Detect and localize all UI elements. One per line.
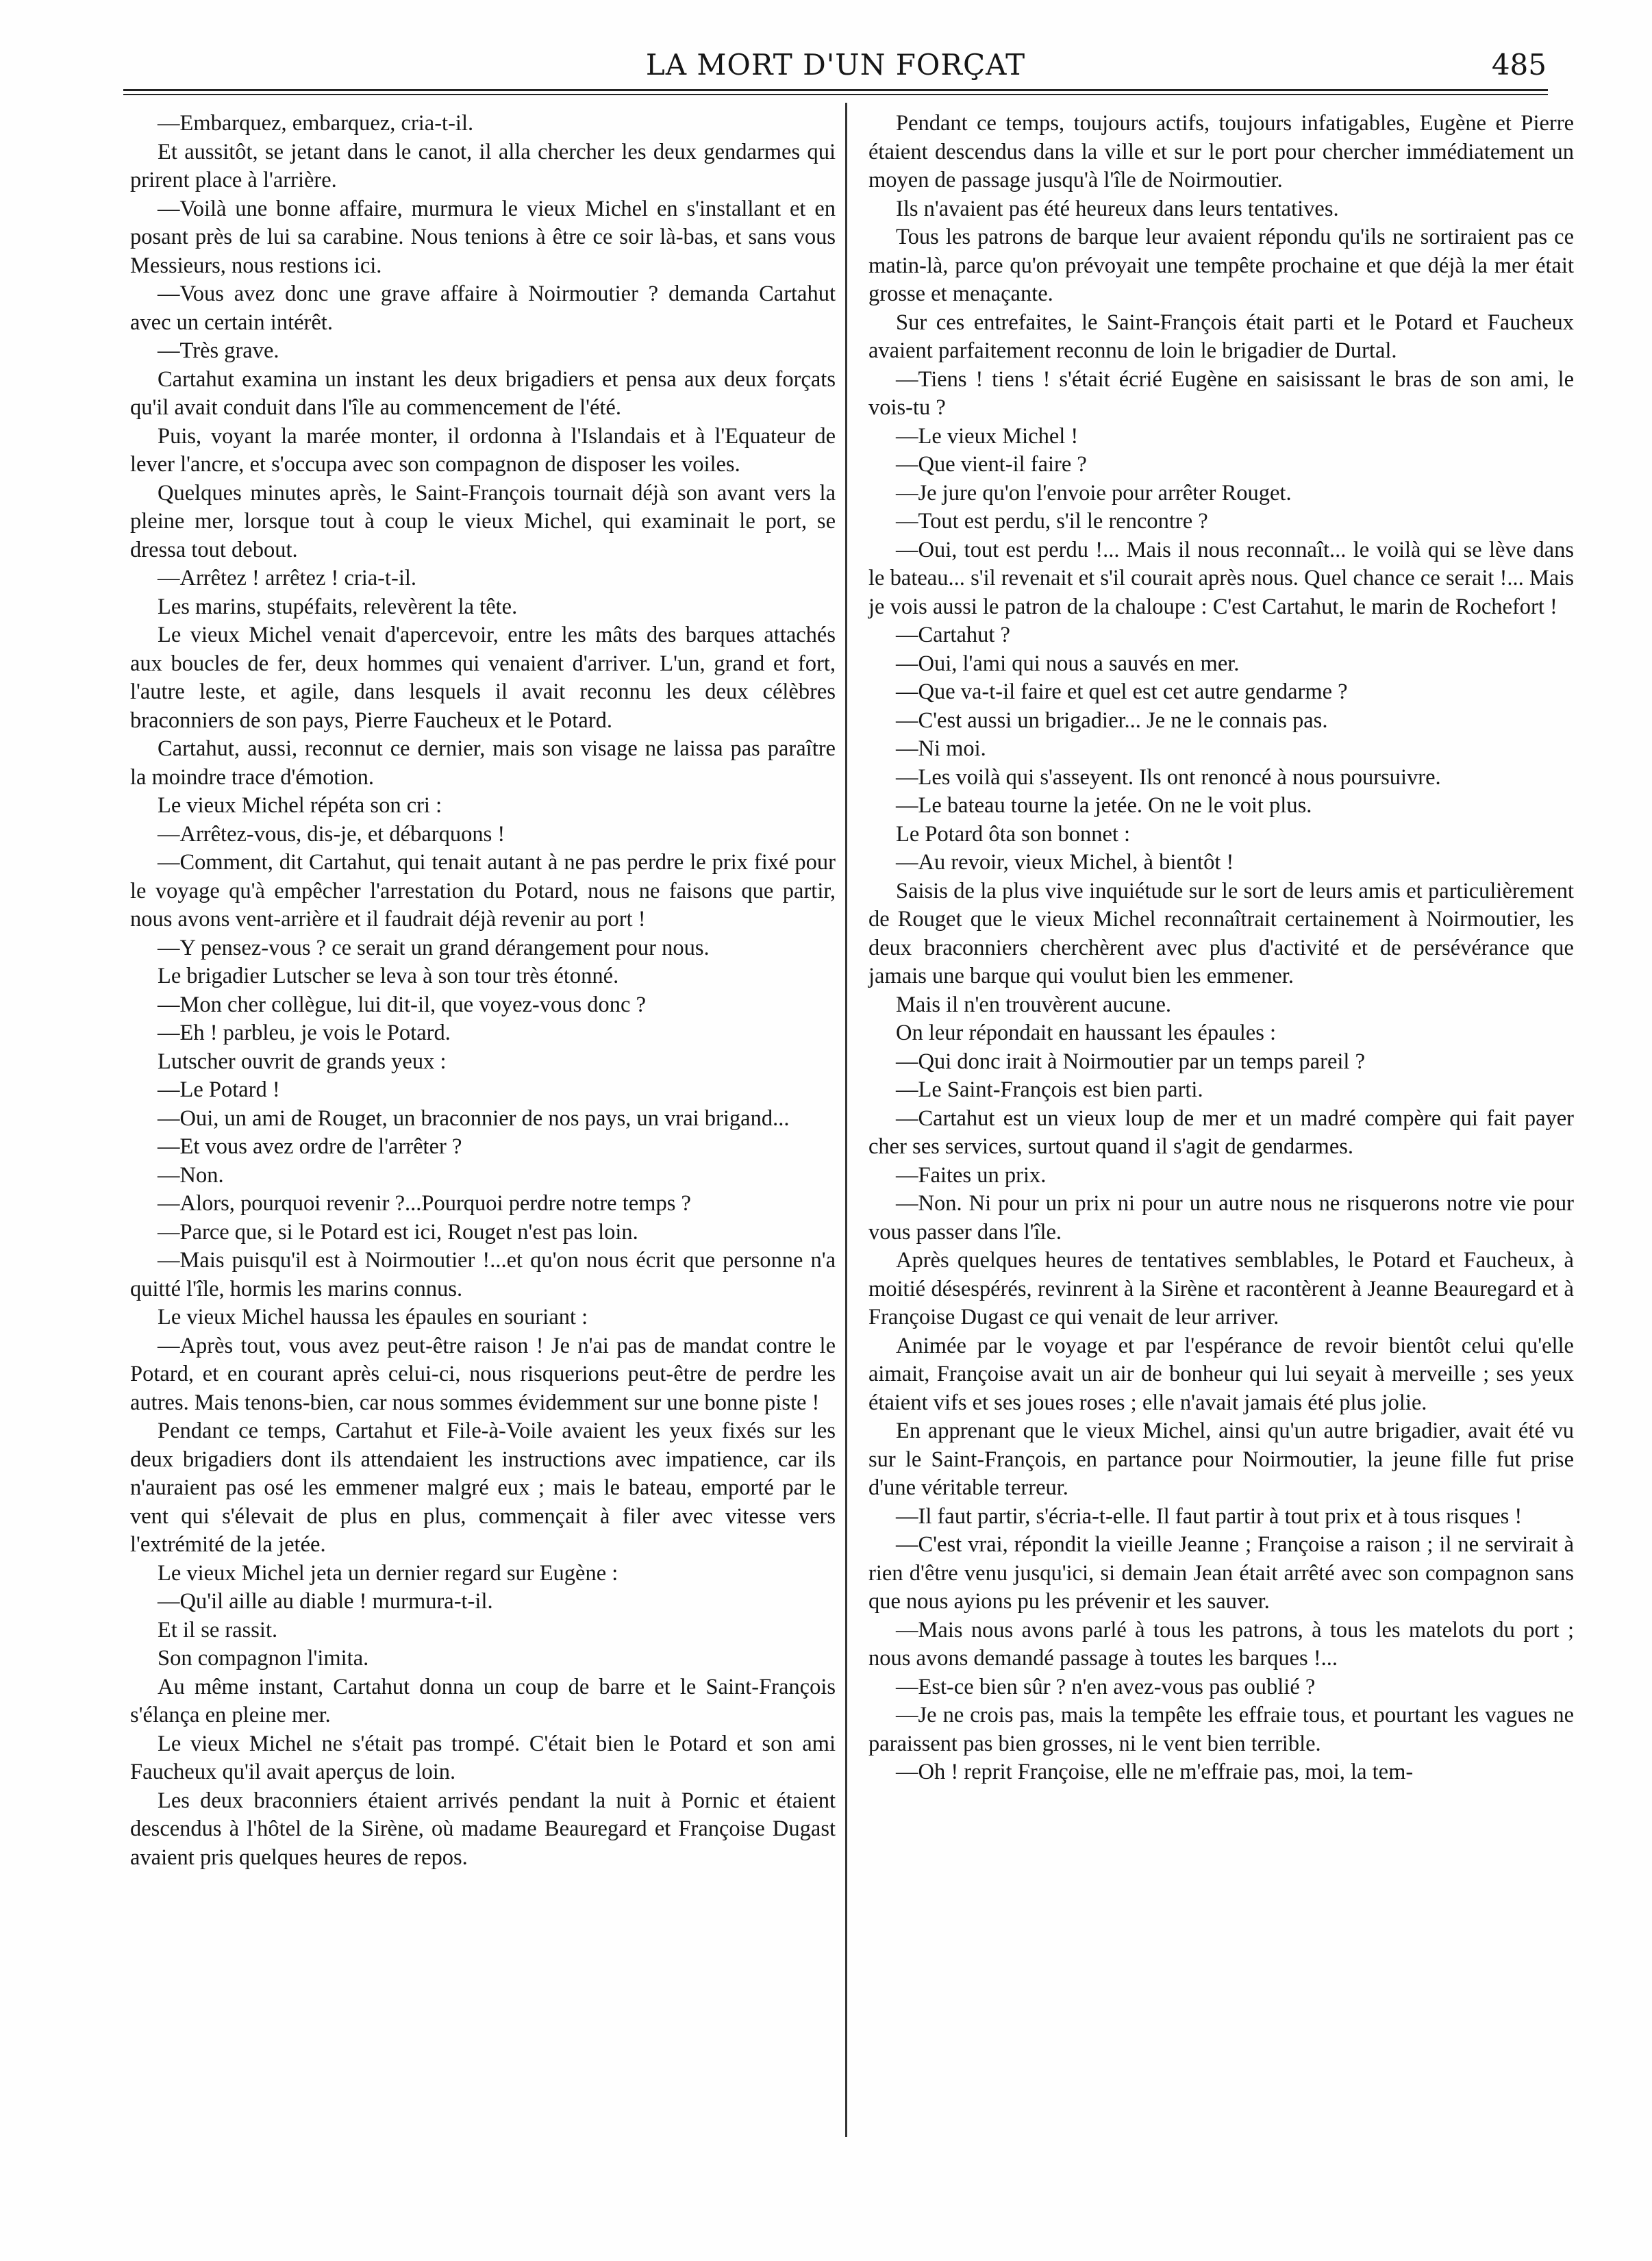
paragraph: Sur ces entrefaites, le Saint-François était parti et le Potard et Faucheux avaient parfaitement reconnu de loin le brigadier de Durtal. [868,310,1574,363]
paragraph: —Je ne crois pas, mais la tempête les effraie tous, et pourtant les vagues ne paraissent pas bien grosses, ni le vent bien terrible. [868,1703,1574,1756]
paragraph: —Eh ! parbleu, je vois le Potard. [158,1021,451,1045]
paragraph: —Le Saint-François est bien parti. [896,1077,1203,1102]
paragraph: —Le Potard ! [158,1077,280,1102]
paragraph: —Voilà une bonne affaire, murmura le vieux Michel en s'installant et en posant près de lui sa carabine. Nous tenions à être ce soir là-bas, et sans vous Messieurs, nous restions ici. [130,196,836,278]
paragraph: Le vieux Michel répéta son cri : [158,793,442,818]
paragraph: Pendant ce temps, Cartahut et File-à-Voile avaient les yeux fixés sur les deux brigadiers dont ils attendaient les instructions avec impatience, car ils n'auraient pas osé les emmener malgré eux ; mais le bateau, emporté par le vent qui s'élevait de plus en plus, commençait à filer avec vitesse vers l'extrémité de la jetée. [130,1419,836,1557]
paragraph: —Oui, l'ami qui nous a sauvés en mer. [896,651,1240,676]
paragraph: —Tout est perdu, s'il le rencontre ? [896,509,1208,534]
paragraph: Les deux braconniers étaient arrivés pendant la nuit à Pornic et étaient descendus à l'hôtel de la Sirène, où madame Beauregard et Françoise Dugast avaient pris quelques heures de repos. [130,1788,836,1870]
page-header [123,42,1548,90]
paragraph: Le brigadier Lutscher se leva à son tour très étonné. [158,964,619,988]
paragraph: —Ni moi. [896,736,986,761]
paragraph: —Que va-t-il faire et quel est cet autre gendarme ? [896,679,1348,704]
paragraph: —Arrêtez-vous, dis-je, et débarquons ! [158,821,505,847]
paragraph: Et aussitôt, se jetant dans le canot, il alla chercher les deux gendarmes qui prirent place à l'arrière. [130,139,836,192]
paragraph: —Je jure qu'on l'envoie pour arrêter Rouget. [896,480,1292,505]
paragraph: —Que vient-il faire ? [896,452,1087,477]
paragraph: Lutscher ouvrit de grands yeux : [158,1049,447,1074]
paragraph: Cartahut examina un instant les deux brigadiers et pensa aux deux forçats qu'il avait conduit dans l'île au commencement de l'été. [130,366,836,420]
paragraph: —Oui, un ami de Rouget, un braconnier de nos pays, un vrai brigand... [158,1105,790,1131]
paragraph: Le Potard ôta son bonnet : [896,821,1131,847]
paragraph: —Non. Ni pour un prix ni pour un autre nous ne risquerons notre vie pour vous passer dans l'île. [868,1191,1574,1245]
paragraph: En apprenant que le vieux Michel, ainsi qu'un autre brigadier, avait été vu sur le Saint-François, en partance pour Noirmoutier, la jeune fille fut prise d'une véritable terreur. [868,1419,1574,1500]
paragraph: Au même instant, Cartahut donna un coup de barre et le Saint-François s'élança en pleine mer. [130,1674,836,1727]
paragraph: Saisis de la plus vive inquiétude sur le sort de leurs amis et particulièrement de Rouget que le vieux Michel reconnaîtrait certainement à Noirmoutier, les deux braconniers cherchèrent avec plus d'activité et de persévérance que jamais une barque qui voulut bien les emmener. [868,878,1574,988]
left-column [130,110,836,1872]
paragraph: —Cartahut est un vieux loup de mer et un madré compère qui fait payer cher ses services, surtout quand il s'agit de gendarmes. [868,1105,1574,1159]
paragraph: —Qu'il aille au diable ! murmura-t-il. [158,1589,493,1614]
paragraph: Tous les patrons de barque leur avaient répondu qu'ils ne sortiraient pas ce matin-là, parce qu'on prévoyait une tempête prochaine et que déjà la mer était grosse et menaçante. [868,225,1574,306]
paragraph: Mais il n'en trouvèrent aucune. [896,992,1172,1017]
paragraph: Puis, voyant la marée monter, il ordonna à l'Islandais et à l'Equateur de lever l'ancre, et s'occupa avec son compagnon de disposer les voiles. [130,423,836,477]
header-rule-top [123,89,1548,91]
paragraph: —Arrêtez ! arrêtez ! cria-t-il. [158,566,417,590]
paragraph: —Après tout, vous avez peut-être raison ! Je n'ai pas de mandat contre le Potard, et en courant après celui-ci, nous risquerions peut-être de perdre les autres. Mais tenons-bien, car nous sommes évidemment sur une bonne piste ! [130,1333,836,1415]
paragraph: Son compagnon l'imita. [158,1646,369,1671]
paragraph: —Vous avez donc une grave affaire à Noirmoutier ? demanda Cartahut avec un certain intérêt. [130,282,836,335]
paragraph: —Les voilà qui s'asseyent. Ils ont renoncé à nous poursuivre. [896,764,1441,790]
paragraph: Après quelques heures de tentatives semblables, le Potard et Faucheux, à moitié désespérés, revinrent à la Sirène et racontèrent à Jeanne Beauregard et à Françoise Dugast ce qui venait de leur arriver. [868,1248,1574,1329]
paragraph: —Mais puisqu'il est à Noirmoutier !...et qu'on nous écrit que personne n'a quitté l'île, hormis les marins connus. [130,1248,836,1301]
paragraph: On leur répondait en haussant les épaules : [896,1021,1277,1045]
paragraph: —Et vous avez ordre de l'arrêter ? [158,1134,462,1159]
paragraph: Le vieux Michel ne s'était pas trompé. C'était bien le Potard et son ami Faucheux qu'il avait aperçus de loin. [130,1731,836,1784]
paragraph: —Embarquez, embarquez, cria-t-il. [158,111,474,136]
paragraph: Quelques minutes après, le Saint-François tournait déjà son avant vers la pleine mer, lorsque tout à coup le vieux Michel, qui examinait le port, se dressa tout debout. [130,480,836,562]
paragraph: —Mais nous avons parlé à tous les patrons, à tous les matelots du port ; nous avons demandé passage à toutes les barques !... [868,1617,1574,1671]
paragraph: —Le vieux Michel ! [896,423,1079,449]
paragraph: —Tiens ! tiens ! s'était écrié Eugène en saisissant le bras de son ami, le vois-tu ? [868,366,1574,420]
paragraph: —Est-ce bien sûr ? n'en avez-vous pas oublié ? [896,1674,1316,1699]
paragraph: —Alors, pourquoi revenir ?...Pourquoi perdre notre temps ? [158,1191,691,1216]
paragraph: —Faites un prix. [896,1162,1047,1188]
paragraph: Les marins, stupéfaits, relevèrent la tête. [158,594,518,619]
paragraph: —Cartahut ? [896,623,1010,647]
paragraph: —Il faut partir, s'écria-t-elle. Il faut partir à tout prix et à tous risques ! [896,1503,1523,1529]
page-number: 485 [1491,48,1547,82]
right-column [868,110,1574,1787]
paragraph: Pendant ce temps, toujours actifs, toujours infatigables, Eugène et Pierre étaient descendus dans la ville et sur le port pour chercher immédiatement un moyen de passage jusqu'à l'île de Noirmoutier. [868,111,1574,192]
paragraph: —Qui donc irait à Noirmoutier par un temps pareil ? [896,1049,1366,1074]
paragraph: —Très grave. [158,338,279,363]
paragraph: —C'est vrai, répondit la vieille Jeanne ; Françoise a raison ; il ne servirait à rien d'être venu jusqu'ici, si demain Jean était arrêté avec son compagnon sans que nous ayions pu les prévenir et les sauver. [868,1532,1574,1614]
paragraph: —Y pensez-vous ? ce serait un grand dérangement pour nous. [158,935,710,960]
paragraph: —Comment, dit Cartahut, qui tenait autant à ne pas perdre le prix fixé pour le voyage qu'à empêcher l'arrestation du Potard, nous ne faisons que partir, nous avons vent-arrière et il faudrait déjà revenir au port ! [130,850,836,932]
paragraph: —Au revoir, vieux Michel, à bientôt ! [896,850,1234,875]
running-title: LA MORT D'UN FORÇAT [645,48,1026,82]
header-rule-bottom [123,94,1548,95]
paragraph: Et il se rassit. [158,1617,278,1642]
paragraph: —Oui, tout est perdu !... Mais il nous reconnaît... le voilà qui se lève dans le bateau... s'il revenait et s'il courait après nous. Quel chance ce serait !... Mais je vois aussi le patron de la chaloupe : C'est Cartahut, le marin de Rochefort ! [868,537,1574,619]
paragraph: Le vieux Michel jeta un dernier regard sur Eugène : [158,1560,618,1586]
paragraph: Animée par le voyage et par l'espérance de revoir bientôt celui qu'elle aimait, Françoise avait un air de bonheur qui lui seyait à merveille ; ses yeux étaient vifs et ses joues roses ; elle n'avait jamais été plus jolie. [868,1333,1574,1415]
paragraph: Ils n'avaient pas été heureux dans leurs tentatives. [896,196,1339,221]
paragraph: Cartahut, aussi, reconnut ce dernier, mais son visage ne laissa pas paraître la moindre trace d'émotion. [130,736,836,790]
paragraph: —C'est aussi un brigadier... Je ne le connais pas. [896,708,1328,733]
paragraph: —Parce que, si le Potard est ici, Rouget n'est pas loin. [158,1219,638,1245]
paragraph: Le vieux Michel haussa les épaules en souriant : [158,1305,588,1329]
paragraph: —Non. [158,1162,224,1188]
paragraph: —Le bateau tourne la jetée. On ne le voit plus. [896,793,1312,818]
paragraph: —Oh ! reprit Françoise, elle ne m'effraie pas, moi, la tem- [896,1760,1414,1784]
paragraph: Le vieux Michel venait d'apercevoir, entre les mâts des barques attachés aux boucles de fer, deux hommes qui venaient d'arriver. L'un, grand et fort, l'autre leste, et agile, dans lesquels il avait reconnu les deux célèbres braconniers de son pays, Pierre Faucheux et le Potard. [130,623,836,733]
column-divider [845,103,847,2137]
paragraph: —Mon cher collègue, lui dit-il, que voyez-vous donc ? [158,992,647,1017]
